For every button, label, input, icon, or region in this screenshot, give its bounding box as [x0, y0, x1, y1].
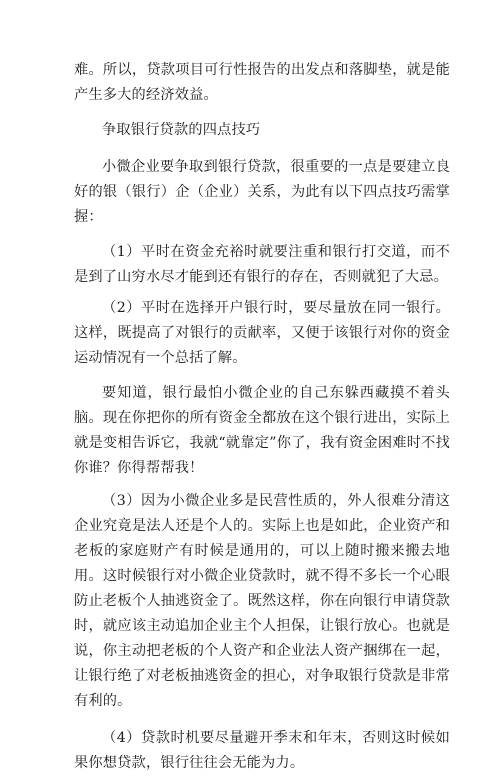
paragraph-lead: 小微企业要争取到银行贷款，很重要的一点是要建立良好的银（银行）企（企业）关系，为此有以下四点技巧需掌握：: [74, 159, 450, 225]
paragraph-intro-continuation: 难。所以，贷款项目可行性报告的出发点和落脚垫，就是能产生多大的经济效益。: [74, 62, 450, 103]
paragraph-tip-2: （2）平时在选择开户银行时，要尽量放在同一银行。这样，既提高了对银行的贡献率，又便于该银行对你的资金运动情况有一个总括了解。: [74, 300, 450, 366]
paragraph-tip-3: （3）因为小微企业多是民营性质的，外人很难分清这企业究竟是法人还是个人的。实际上也是如此，企业资产和老板的家庭财产有时候是通用的，可以上随时搬来搬去地用。这时候银行对小微企业贷款时，就不得不多长一个心眼防止老板个人抽逃资金了。既然这样，你在向银行申请贷款时，就应该主动追加企业主个人担保，让银行放心。也就是说，你主动把老板的个人资产和企业法人资产捆绑在一起，让银行绝了对老板抽逃资金的担心，对争取银行贷款是非常有利的。: [74, 493, 450, 709]
section-heading: 争取银行贷款的四点技巧: [102, 122, 261, 138]
paragraph-tip-1: （1）平时在资金充裕时就要注重和银行打交道，而不是到了山穷水尽才能到还有银行的存在，否则就犯了大忌。: [74, 244, 450, 285]
paragraph-tip-4: （4）贷款时机要尽量避开季末和年末，否则这时候如果你想贷款，银行往往会无能为力。: [74, 730, 450, 771]
paragraph-explanation: 要知道，银行最怕小微企业的自己东躲西藏摸不着头脑。现在你把你的所有资金全都放在这个银行进出，实际上就是变相告诉它，我就“就靠定”你了，我有资金困难时不找你谁？你得帮帮我！: [74, 385, 450, 476]
